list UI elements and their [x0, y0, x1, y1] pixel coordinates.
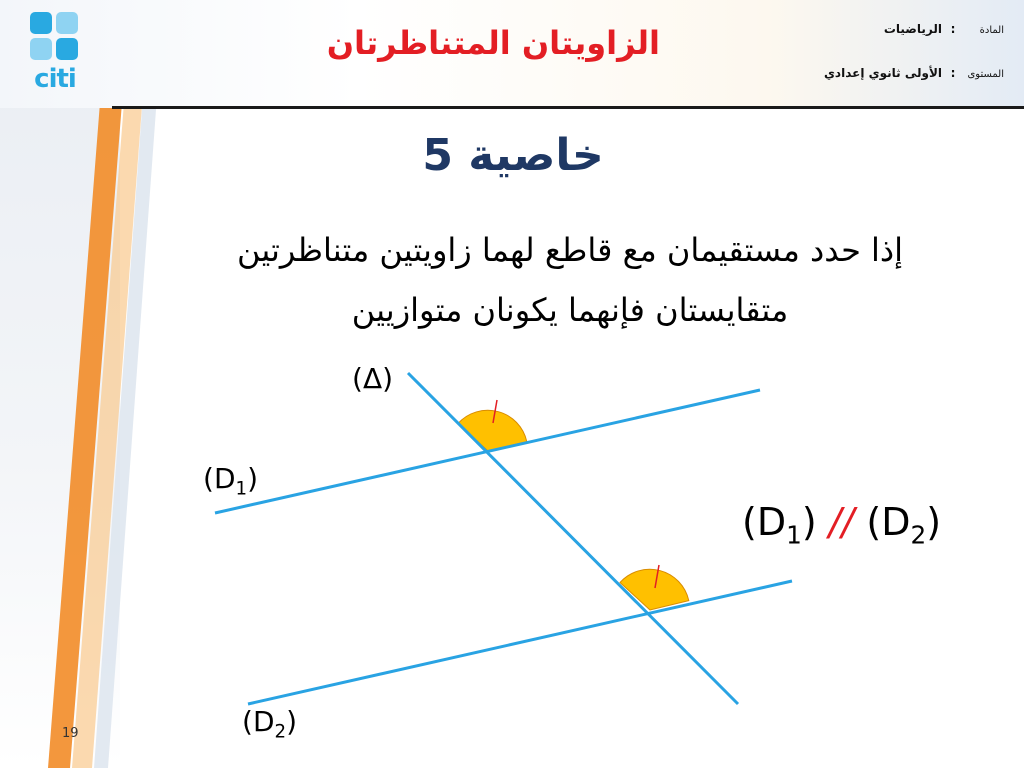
- slide-title: الزاويتان المتناظرتان: [326, 24, 660, 62]
- label-d2-name: D: [252, 705, 275, 738]
- transversal-delta: [408, 373, 738, 704]
- subject-label: المادة: [979, 25, 1004, 36]
- label-d1-index: 1: [235, 478, 248, 500]
- property-heading: خاصية 5: [422, 130, 604, 181]
- level-separator: :: [950, 66, 956, 80]
- parallel-conclusion: $(D_1) // (D_2)$: [742, 500, 942, 550]
- statement-line-1: إذا حدد مستقيمان مع قاطع لهما زاويتين متناظرتين: [236, 231, 904, 269]
- level-value: الأولى ثانوي إعدادي: [823, 66, 942, 80]
- angle-sector-bottom: [620, 569, 689, 610]
- label-d2-index: 2: [274, 721, 287, 743]
- line-d2: [248, 581, 792, 704]
- level-label: المستوى: [967, 69, 1004, 80]
- conclusion-right-name: D: [881, 500, 911, 544]
- page-number: 19: [62, 726, 79, 741]
- label-d1: $(D_1)$: [203, 462, 259, 500]
- subject-separator: :: [950, 22, 956, 36]
- label-transversal-symbol: Δ: [362, 362, 383, 395]
- conclusion-left-index: 1: [786, 520, 802, 550]
- statement-line-2: متقايستان فإنهما يكونان متوازيين: [351, 291, 789, 329]
- label-d1-name: D: [213, 462, 236, 495]
- conclusion-right-index: 2: [910, 520, 927, 550]
- parallel-symbol: //: [828, 500, 855, 544]
- subject-value: الرياضيات: [883, 22, 942, 36]
- logo-text: citi: [34, 64, 76, 94]
- label-d2: $(D_2)$: [242, 705, 298, 743]
- label-transversal: (Δ): [352, 362, 394, 395]
- conclusion-left-name: D: [756, 500, 787, 544]
